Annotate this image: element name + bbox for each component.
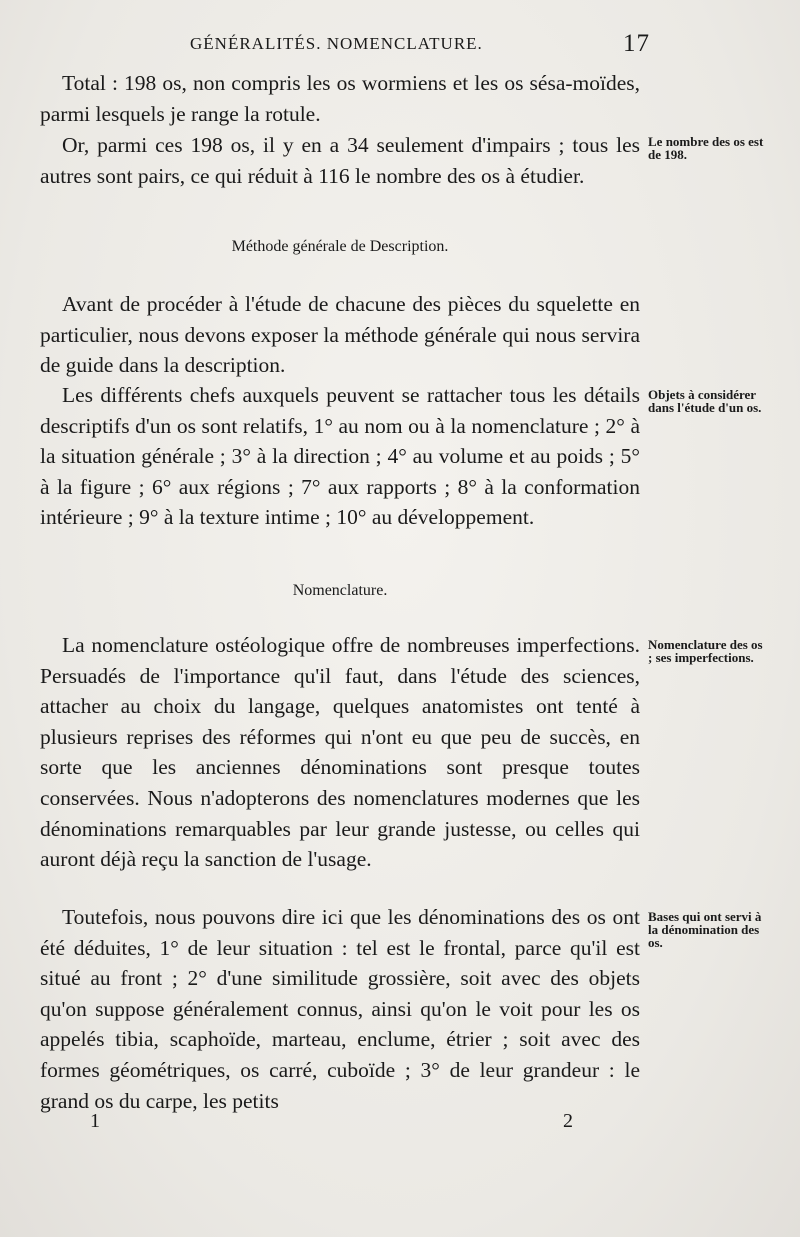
paragraph-chefs [40,380,640,533]
margin-note-objets: Objets à considérer dans l'étude d'un os. [648,387,762,415]
heading-methode: Méthode générale de Description. [231,238,449,255]
paragraph-text: Les différents chefs auxquels peuvent se rattacher tous les détails descriptifs d'un os sont relatifs, 1° au nom ou à la nomenclature ; 2° à la situation générale ; 3° à la direction ; 4° au volume et au poids ; 5° à la figure ; 6° aux régions ; 7° aux rapports ; 8° à la conformation intérieure ; 9° à la texture intime ; 10° au développement. [40,383,640,530]
paragraph-text: La nomenclature ostéologique offre de nombreuses imperfections. Persuadés de l'importance qu'il faut, dans l'étude des sciences, attacher au choix du langage, quelques anatomistes ont tenté à plusieurs reprises des réformes qui n'ont eu que peu de succès, en sorte que les anciennes dénominations sont presque toutes conservées. Nous n'adopterons des nomenclatures modernes que les dénominations remarquables par leur grande justesse, ou celles qui auront déjà reçu la sanction de l'usage. [40,633,640,872]
signature-mark-right: 2 [563,1110,573,1132]
paragraph-toutefois [40,902,640,1116]
paragraph-nomenclature [40,630,640,875]
paragraph-text: Total : 198 os, non compris les os wormiens et les os sésa-moïdes, parmi lesquels je range la rotule. [40,71,640,126]
paragraph-text: Avant de procéder à l'étude de chacune des pièces du squelette en particulier, nous devons exposer la méthode générale qui nous servira de guide dans la description. [40,292,640,378]
margin-note-nombre: Le nombre des os est de 198. [648,134,764,162]
running-title: GÉNÉRALITÉS. NOMENCLATURE. [190,34,483,53]
paragraph-total [40,68,640,129]
paragraph-text: Or, parmi ces 198 os, il y en a 34 seulement d'impairs ; tous les autres sont pairs, ce qui réduit à 116 le nombre des os à étudier. [40,133,640,188]
margin-note-bases: Bases qui ont servi à la dénomination des os. [648,909,762,950]
running-head [60,30,650,60]
heading-nomenclature: Nomenclature. [292,582,388,599]
paragraph-methode [40,289,640,381]
paragraph-text: Toutefois, nous pouvons dire ici que les dénominations des os ont été déduites, 1° de leur situation : tel est le frontal, parce qu'il est situé au front ; 2° d'une similitude grossière, soit avec des objets qu'on suppose généralement connus, ainsi qu'on le voit pour les os appelés tibia, scaphoïde, marteau, enclume, étrier ; soit avec des formes géométriques, os carré, cuboïde ; 3° de leur grandeur : le grand os du carpe, les petits [40,905,640,1113]
paragraph-impairs [40,130,640,191]
page-number: 17 [623,30,650,57]
margin-note-nomenclature: Nomenclature des os ; ses imperfections. [648,637,763,665]
signature-mark-left: 1 [90,1110,100,1132]
